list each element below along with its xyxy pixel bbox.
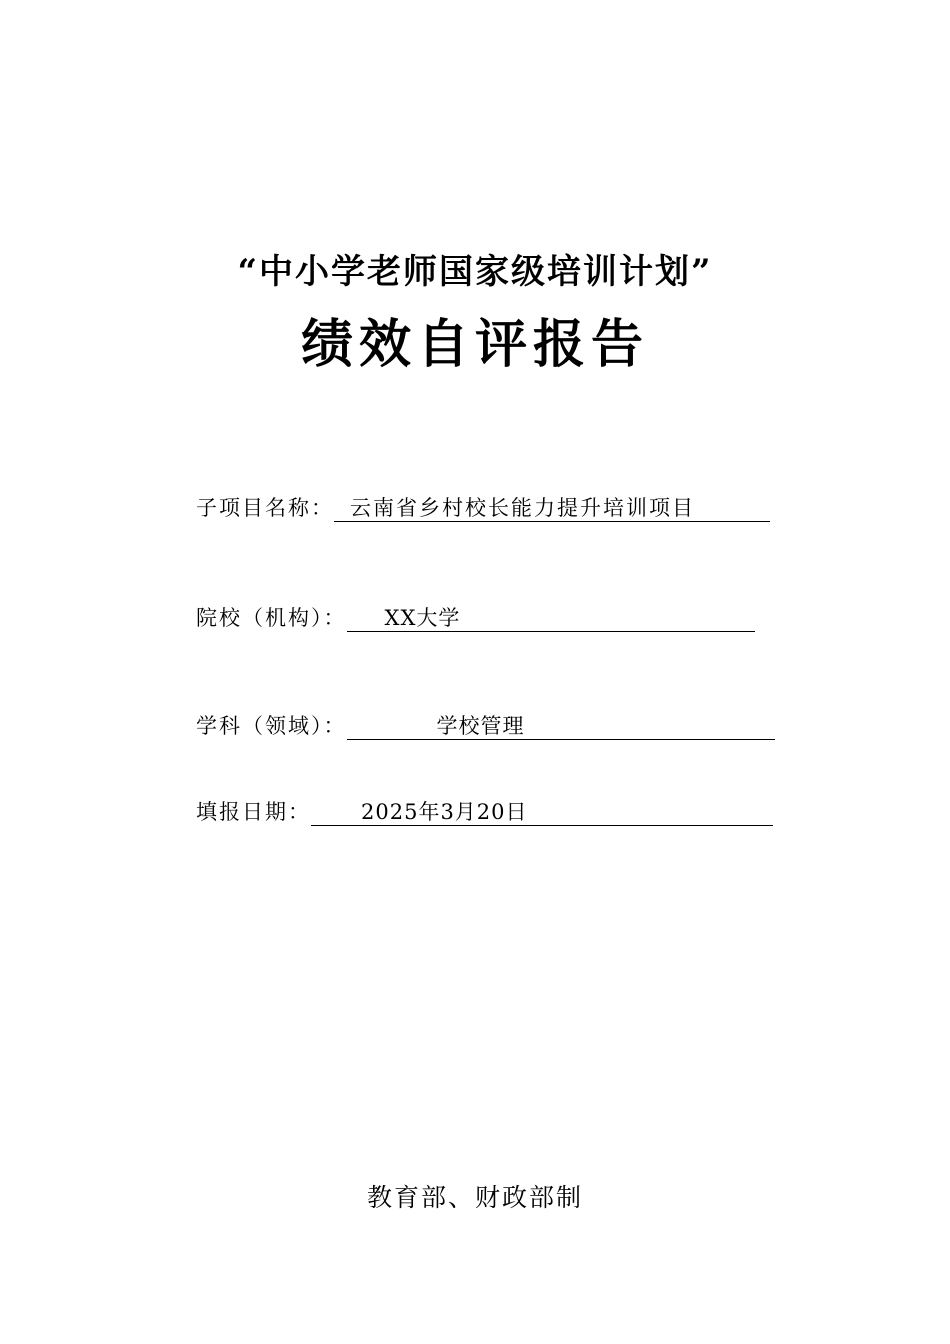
field-label-report-date: 填报日期： xyxy=(196,800,311,824)
field-value-subproject-name: 云南省乡村校长能力提升培训项目 xyxy=(350,496,695,520)
field-discipline xyxy=(196,712,775,740)
report-title-line1: “中小学老师国家级培训计划” xyxy=(237,252,713,292)
field-value-institution: XX大学 xyxy=(384,606,461,630)
field-value-line-subproject-name xyxy=(334,494,770,522)
field-subproject-name xyxy=(196,494,770,522)
field-value-discipline: 学校管理 xyxy=(436,714,525,738)
field-value-line-discipline xyxy=(347,712,775,740)
field-value-line-institution xyxy=(347,604,755,632)
field-institution xyxy=(196,604,755,632)
field-label-institution: 院校（机构）： xyxy=(196,606,347,630)
field-report-date xyxy=(196,798,773,826)
field-value-report-date: 2025年3月20日 xyxy=(361,800,528,824)
field-label-subproject-name: 子项目名称： xyxy=(196,496,334,520)
issuer-footer: 教育部、财政部制 xyxy=(366,1183,583,1212)
field-value-line-report-date xyxy=(311,798,773,826)
report-title-line2: 绩效自评报告 xyxy=(300,314,649,375)
field-label-discipline: 学科（领域）： xyxy=(196,714,347,738)
